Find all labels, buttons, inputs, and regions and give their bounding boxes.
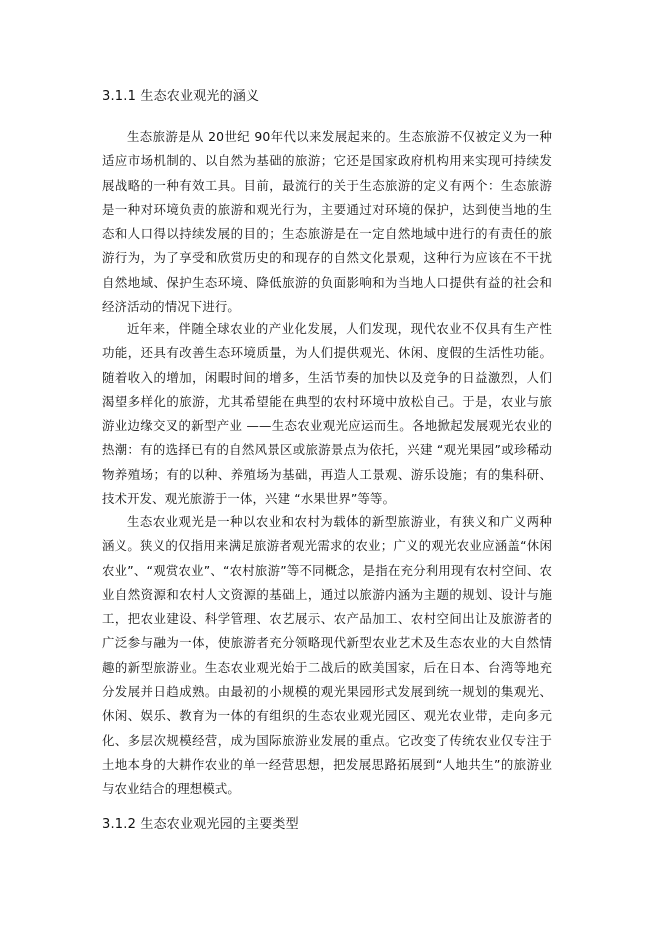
section-heading-3-1-1: 3.1.1 生态农业观光的涵义: [102, 89, 260, 104]
paragraph-agriculture-tourism-rise: 近年来，伴随全球农业的产业化发展，人们发现，现代农业不仅具有生产性功能，还具有改善生态环境质量，为人们提供观光、休闲、度假的生活性功能。随着收入的增加，闲暇时间的增多，生活节奏的加快以及竞争的日益激烈，人们渴望多样化的旅游，尤其希望能在典型的农村环境中放松自己。于是，农业与旅游业边缘交叉的新型产业 ——生态农业观光应运而生。各地掀起发展观光农业的热潮：有的选择已有的自然风景区或旅游景点为依托，兴建 “观光果园”或珍稀动物养殖场；有的以种、养殖场为基础，再造人工景观、游乐设施；有的集科研、技术开发、观光旅游于一体，兴建 “水果世界”等等。: [102, 321, 552, 507]
paragraph-agri-tourism-meaning: 生态农业观光是一种以农业和农村为载体的新型旅游业，有狭义和广义两种涵义。狭义的仅指用来满足旅游者观光需求的农业；广义的观光农业应涵盖“休闲农业”、“观赏农业”、“农村旅游”等不同概念，是指在充分利用现有农村空间、农业自然资源和农村人文资源的基础上，通过以旅游内涵为主题的规划、设计与施工，把农业建设、科学管理、农艺展示、农产品加工、农村空间出让及旅游者的广泛参与融为一体，使旅游者充分领略现代新型农业艺术及生态农业的大自然情趣的新型旅游业。生态农业观光始于二战后的欧美国家，后在日本、台湾等地充分发展并日趋成熟。由最初的小规模的观光果园形式发展到统一规划的集观光、休闲、娱乐、教育为一体的有组织的生态农业观光园区、观光农业带，走向多元化、多层次规模经营，成为国际旅游业发展的重点。它改变了传统农业仅专注于土地本身的大耕作农业的单一经营思想，把发展思路拓展到“人地共生”的旅游业与农业结合的理想模式。: [102, 514, 552, 797]
section-heading-3-1-2: 3.1.2 生态农业观光园的主要类型: [102, 817, 299, 832]
paragraph-ecotourism-definition: 生态旅游是从 20世纪 90年代以来发展起来的。生态旅游不仅被定义为一种适应市场机制的、以自然为基础的旅游；它还是国家政府机构用来实现可持续发展战略的一种有效工具。目前，最流行的关于生态旅游的定义有两个：生态旅游是一种对环境负责的旅游和观光行为，主要通过对环境的保护，达到使当地的生态和人口得以持续发展的目的；生态旅游是在一定自然地域中进行的有责任的旅游行为，为了享受和欣赏历史的和现存的自然文化景观，这种行为应该在不干扰自然地域、保护生态环境、降低旅游的负面影响和为当地人口提供有益的社会和经济活动的情况下进行。: [102, 129, 552, 315]
